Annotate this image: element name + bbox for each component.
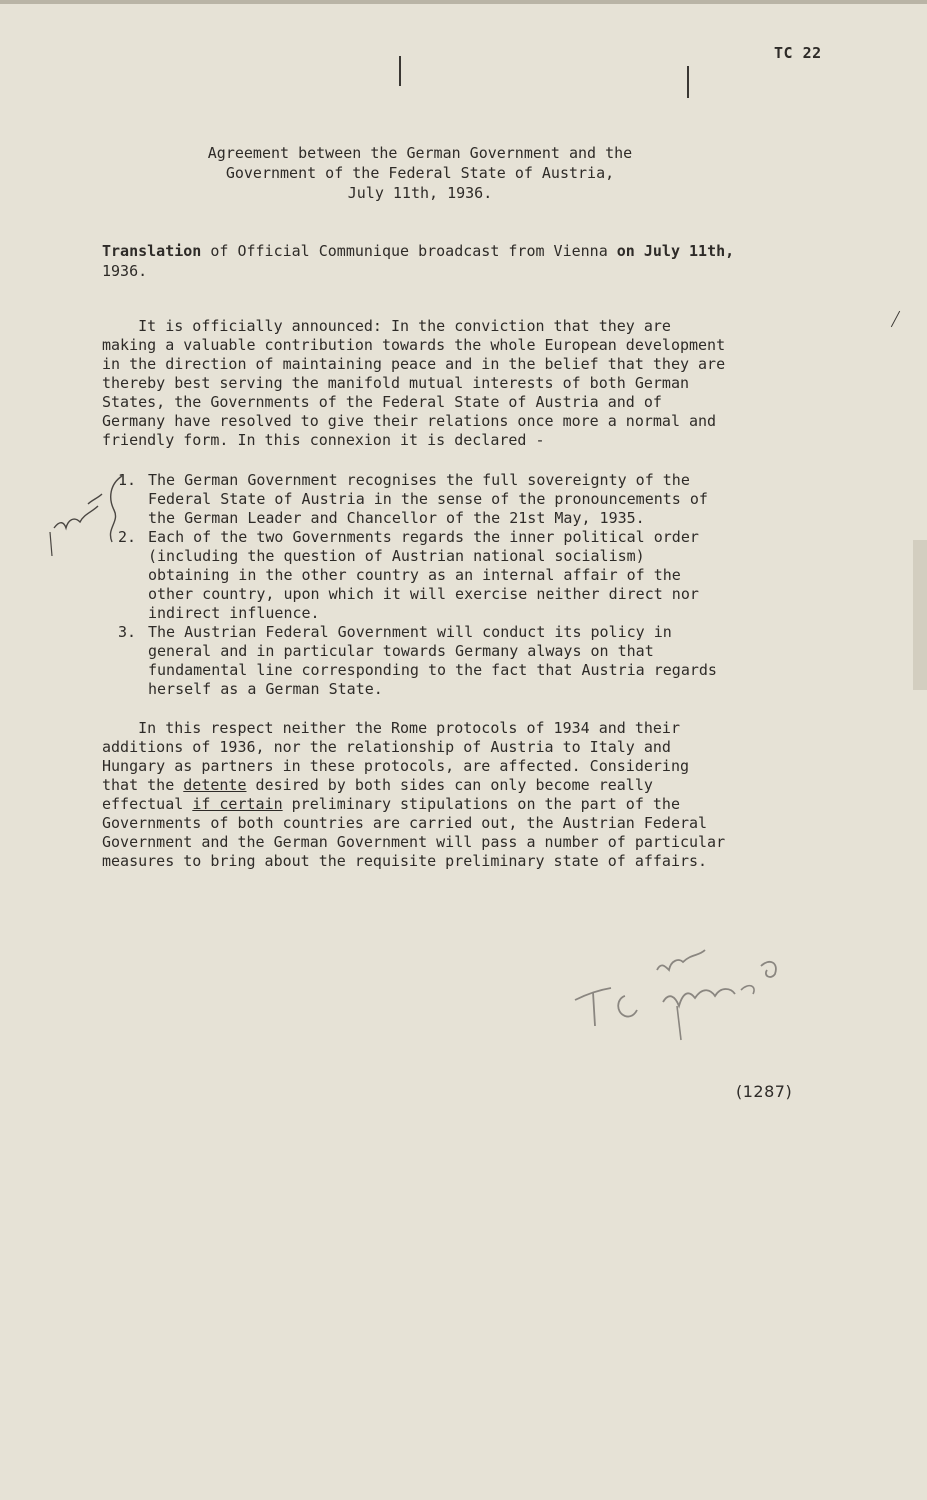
subtitle-bold-end: on July 11th, — [616, 242, 735, 260]
item-line: general and in particular towards Germany always on that — [148, 642, 654, 660]
title-line: July 11th, 1936. — [347, 184, 493, 202]
paragraph-line: in the direction of maintaining peace and in the belief that they are — [102, 355, 726, 373]
paragraph-line — [102, 795, 725, 814]
subtitle-line-2: 1936. — [102, 262, 148, 280]
paragraph-line: measures to bring about the requisite preliminary state of affairs. — [102, 852, 708, 870]
paragraph-line: making a valuable contribution towards the whole European development — [102, 336, 726, 354]
text-fragment: that the — [102, 776, 184, 794]
text-fragment: desired by both sides can only become really — [246, 776, 653, 794]
item-line: the German Leader and Chancellor of the 21st May, 1935. — [148, 509, 645, 527]
pencil-mark — [687, 66, 689, 98]
handwritten-margin-bracket — [40, 470, 130, 580]
pencil-mark — [891, 311, 900, 327]
item-body — [148, 528, 699, 623]
title-line: Government of the Federal State of Austria, — [225, 164, 615, 182]
item-line: The Austrian Federal Government will conduct its policy in — [148, 623, 672, 641]
item-number: 2. — [118, 528, 137, 546]
paragraph-line: States, the Governments of the Federal State of Austria and of — [102, 393, 662, 411]
paragraph-line: thereby best serving the manifold mutual interests of both German — [102, 374, 689, 392]
item-line: The German Government recognises the full sovereignty of the — [148, 471, 690, 489]
list-item — [118, 528, 717, 623]
list-item — [118, 471, 717, 528]
item-body — [148, 471, 708, 528]
paragraph-line: In this respect neither the Rome protocols of 1934 and their — [102, 719, 680, 737]
subtitle-middle: of Official Communique broadcast from Vienna — [201, 242, 617, 260]
paragraph-line: It is officially announced: In the conviction that they are — [102, 317, 671, 335]
document-subtitle — [102, 241, 792, 281]
title-line: Agreement between the German Government and the — [207, 144, 633, 162]
paragraph-line — [102, 776, 725, 795]
list-item — [118, 623, 717, 699]
subtitle-bold-start: Translation — [102, 242, 202, 260]
text-fragment: effectual — [102, 795, 193, 813]
item-number: 3. — [118, 623, 137, 641]
item-line: (including the question of Austrian national socialism) — [148, 547, 645, 565]
document-reference: TC 22 — [774, 44, 822, 62]
document-title — [180, 143, 660, 203]
pencil-mark — [399, 56, 401, 86]
item-line: fundamental line corresponding to the fact that Austria regards — [148, 661, 717, 679]
item-line: Each of the two Governments regards the inner political order — [148, 528, 699, 546]
paragraph-line: additions of 1936, nor the relationship of Austria to Italy and — [102, 738, 671, 756]
paragraph-line: Governments of both countries are carried out, the Austrian Federal — [102, 814, 708, 832]
paragraph-announcement — [102, 317, 725, 450]
paragraph-line: Government and the German Government will pass a number of particular — [102, 833, 726, 851]
item-line: indirect influence. — [148, 604, 320, 622]
scan-top-edge — [0, 0, 927, 4]
handwritten-signature — [565, 940, 795, 1050]
text-fragment: preliminary stipulations on the part of the — [282, 795, 680, 813]
declaration-list — [118, 471, 717, 699]
scan-right-edge-shadow — [913, 540, 927, 690]
underlined-word: detente — [183, 776, 247, 794]
subtitle-line — [102, 241, 792, 261]
item-body — [148, 623, 717, 699]
page-number: (1287) — [736, 1082, 793, 1101]
item-line: other country, upon which it will exercise neither direct nor — [148, 585, 699, 603]
paragraph-protocols — [102, 719, 725, 871]
paragraph-line: Germany have resolved to give their relations once more a normal and — [102, 412, 717, 430]
paragraph-line: friendly form. In this connexion it is declared - — [102, 431, 545, 449]
paragraph-line: Hungary as partners in these protocols, are affected. Considering — [102, 757, 689, 775]
item-line: obtaining in the other country as an internal affair of the — [148, 566, 681, 584]
item-number: 1. — [118, 471, 137, 489]
item-line: Federal State of Austria in the sense of the pronouncements of — [148, 490, 708, 508]
underlined-phrase: if certain — [192, 795, 283, 813]
item-line: herself as a German State. — [148, 680, 383, 698]
